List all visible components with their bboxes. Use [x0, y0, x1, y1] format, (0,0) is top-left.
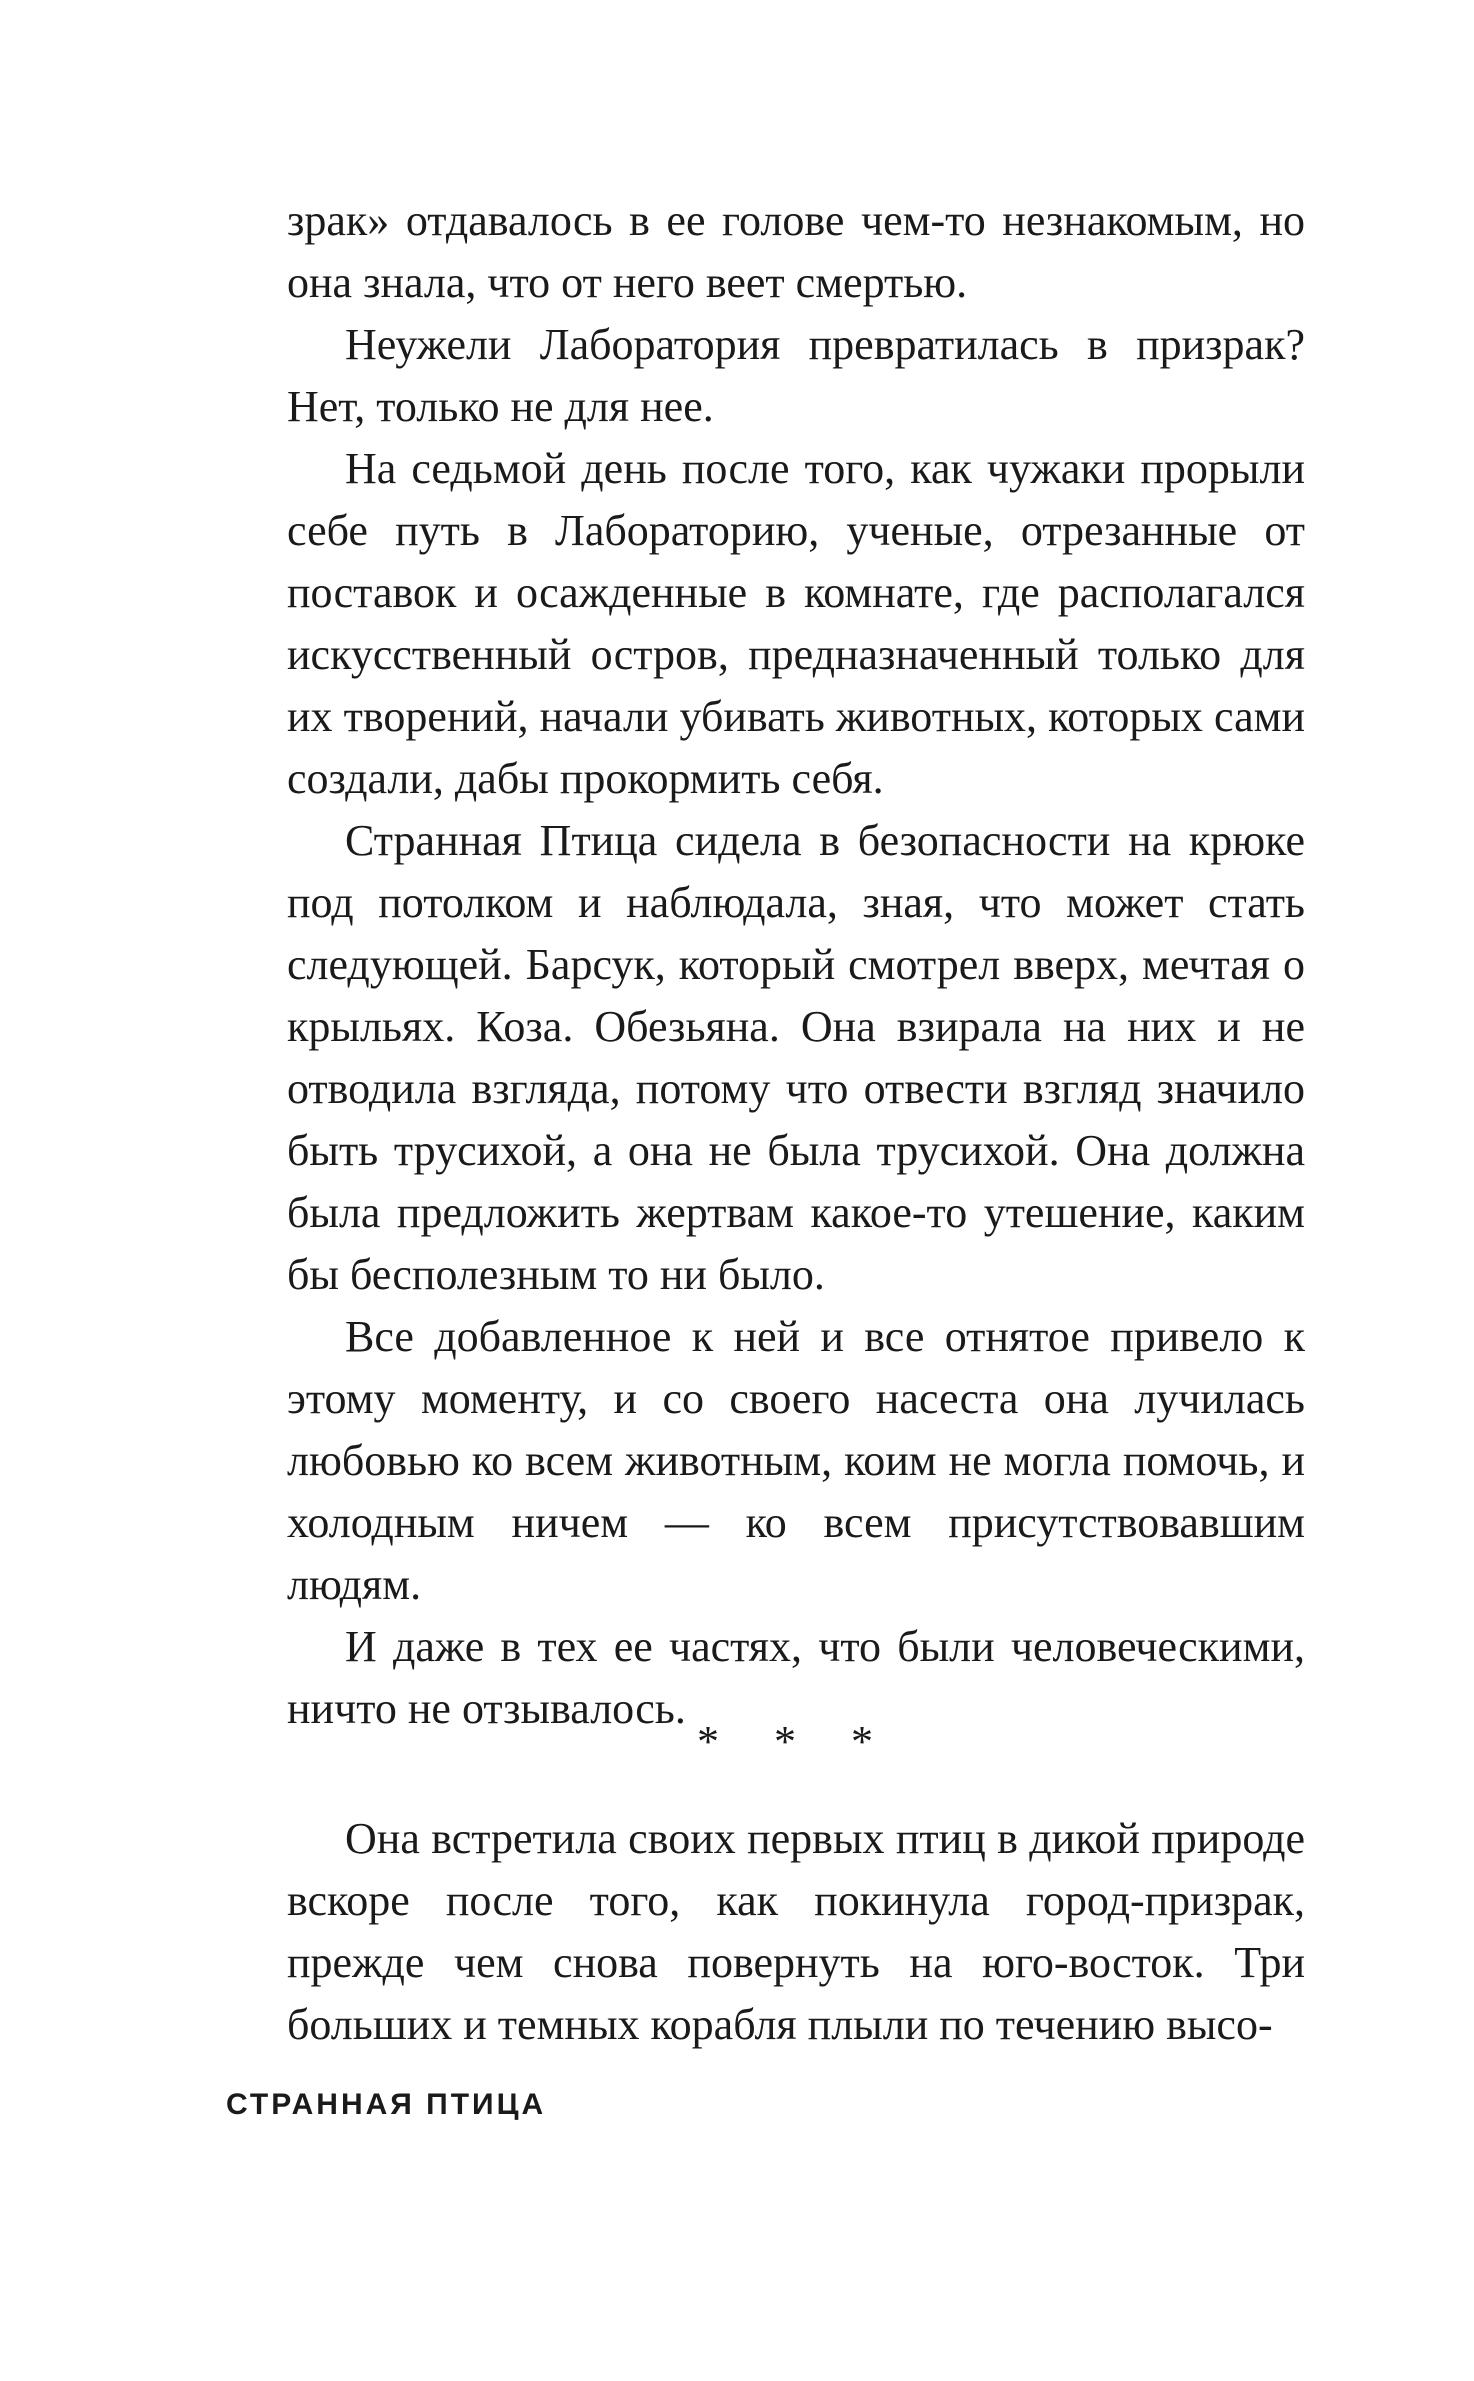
paragraph: И даже в тех ее частях, что были человеческими, ничто не отзывалось. [287, 1622, 1305, 1733]
running-title: СТРАННАЯ ПТИЦА [226, 2088, 547, 2121]
paragraph: Неужели Лаборатория превратилась в призрак? Нет, только не для нее. [287, 320, 1305, 431]
paragraph: На седьмой день после того, как чужаки прорыли себе путь в Лабораторию, ученые, отрезанные от поставок и осажденные в комнате, где располагался искусственный остров, предназначенный только для их творений, начали убивать животных, которых сами создали, дабы прокормить себя. [287, 444, 1305, 803]
main-text-continued [287, 1808, 1305, 2056]
paragraph: Странная Птица сидела в безопасности на крюке под потолком и наблюдала, зная, что может стать следующей. Барсук, который смотрел вверх, мечтая о крыльях. Коза. Обезьяна. Она взирала на них и не отводила взгляда, потому что отвести взгляд значило быть трусихой, а она не была трусихой. Она должна была предложить жертвам какое-то утешение, каким бы бесполезным то ни было. [287, 816, 1305, 1299]
paragraph: Она встретила своих первых птиц в дикой природе вскоре после того, как покинула город-призрак, прежде чем снова повернуть на юго-восток. Три больших и темных корабля плыли по течению высо- [287, 1814, 1305, 2049]
paragraph: Все добавленное к ней и все отнятое привело к этому моменту, и со своего насеста она лучилась любовью ко всем животным, коим не могла помочь, и холодным ничем — ко всем присутствовавшим людям. [287, 1312, 1305, 1609]
main-text [287, 190, 1305, 1740]
section-separator: * * * [697, 1717, 895, 1766]
paragraph-continuation: зрак» отдавалось в ее голове чем-то незнакомым, но она знала, что от него веет смертью. [287, 196, 1305, 307]
